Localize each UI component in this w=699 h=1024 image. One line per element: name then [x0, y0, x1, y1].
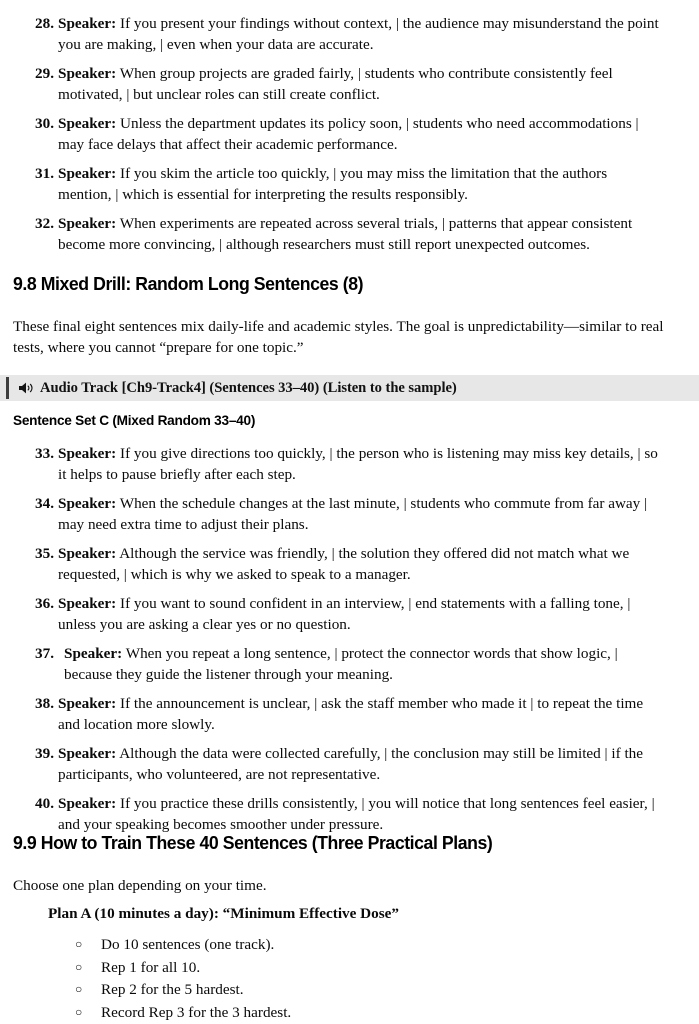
- circle-bullet-icon: ○: [75, 959, 83, 974]
- list-item-number: 34.: [35, 495, 54, 513]
- sentence-text: Unless the department updates its policy soon, | students who need accommodations | may face delays that affect their academic performance.: [58, 115, 639, 153]
- sentence-text: When experiments are repeated across several trials, | patterns that appear consistent become more convincing, | although researchers must still report unexpected outcomes.: [58, 215, 633, 253]
- sentence-text: Although the data were collected carefully, | the conclusion may still be limited | if the participants, who volunteered, are not representative.: [58, 745, 644, 783]
- list-item-number: 37.: [35, 645, 54, 663]
- speaker-label: Speaker:: [58, 545, 117, 563]
- section-heading-9-9: 9.9 How to Train These 40 Sentences (Three Practical Plans): [13, 832, 493, 853]
- speaker-label: Speaker:: [58, 695, 117, 713]
- list-item: [0, 644, 663, 685]
- list-item-number: 40.: [35, 795, 54, 813]
- audio-track-callout[interactable]: [0, 375, 699, 401]
- audio-track-label: Audio Track [Ch9-Track4] (Sentences 33–40) (Listen to the sample): [40, 379, 457, 396]
- list-item: [48, 960, 688, 975]
- sentence-list-33-40: [0, 444, 699, 844]
- speaker-label: Speaker:: [58, 15, 117, 32]
- speaker-volume-icon: [18, 381, 35, 395]
- sentence-text: If you present your findings without context, | the audience may misunderstand the point you are making, | even when your data are accurate.: [58, 15, 659, 53]
- list-item-number: 30.: [35, 115, 54, 133]
- list-item: [0, 164, 663, 205]
- speaker-label: Speaker:: [58, 445, 117, 462]
- callout-accent-bar: [6, 377, 9, 399]
- sentence-text: When the schedule changes at the last minute, | students who commute from far away | may need extra time to adjust their plans.: [58, 495, 648, 533]
- section-heading-9-8: 9.8 Mixed Drill: Random Long Sentences (8): [13, 273, 364, 294]
- sentence-text: If you give directions too quickly, | the person who is listening may miss key details, | so it helps to pause briefly after each step.: [58, 445, 658, 483]
- list-item-number: 32.: [35, 215, 54, 233]
- sentence-text: When you repeat a long sentence, | protect the connector words that show logic, | because they guide the listener through your meaning.: [64, 645, 618, 683]
- plan-step-text: Rep 1 for all 10.: [101, 958, 201, 976]
- list-item-number: 29.: [35, 65, 54, 83]
- list-item-number: 39.: [35, 745, 54, 763]
- speaker-label: Speaker:: [58, 795, 117, 813]
- list-item: [0, 64, 663, 105]
- speaker-label: Speaker:: [58, 495, 117, 513]
- sentence-text: If you want to sound confident in an interview, | end statements with a falling tone, | unless you are asking a clear yes or no question.: [58, 595, 631, 633]
- list-item-number: 28.: [35, 15, 54, 32]
- plan-step-text: Record Rep 3 for the 3 hardest.: [101, 1004, 292, 1022]
- speaker-label: Speaker:: [58, 65, 117, 83]
- list-item: [48, 982, 688, 997]
- list-item: [0, 544, 663, 585]
- list-item-number: 36.: [35, 595, 54, 613]
- list-item: [0, 494, 663, 535]
- list-item: [48, 1005, 688, 1020]
- sentence-text: If you skim the article too quickly, | you may miss the limitation that the authors mention, | which is essential for interpreting the results responsibly.: [58, 165, 608, 203]
- speaker-label: Speaker:: [64, 645, 123, 663]
- list-item-number: 35.: [35, 545, 54, 563]
- speaker-label: Speaker:: [58, 595, 117, 613]
- sentence-list-28-32: [0, 14, 699, 264]
- list-item: [0, 594, 663, 635]
- sentence-text: When group projects are graded fairly, | students who contribute consistently feel motivated, | but unclear roles can still create conflict.: [58, 65, 613, 103]
- speaker-label: Speaker:: [58, 165, 117, 183]
- plan-step-text: Rep 2 for the 5 hardest.: [101, 981, 244, 999]
- list-item: [0, 14, 663, 55]
- list-item: [0, 744, 663, 785]
- sentence-text: If you practice these drills consistently, | you will notice that long sentences feel easier, | and your speaking becomes smoother under pressure.: [58, 795, 655, 833]
- plan-a-block: [48, 905, 688, 1024]
- sentence-set-heading: Sentence Set C (Mixed Random 33–40): [13, 413, 256, 429]
- circle-bullet-icon: ○: [75, 937, 83, 951]
- section-intro-9-8: These final eight sentences mix daily-life and academic styles. The goal is unpredictability—similar to real tests, where you cannot “prepare for one topic.”: [13, 318, 664, 356]
- section-intro-9-9: Choose one plan depending on your time.: [13, 877, 267, 894]
- plan-a-title: Plan A (10 minutes a day): “Minimum Effective Dose”: [48, 905, 399, 922]
- plan-step-text: Do 10 sentences (one track).: [101, 936, 275, 953]
- list-item-number: 38.: [35, 695, 54, 713]
- list-item: [0, 694, 663, 735]
- list-item: [48, 937, 688, 952]
- list-item: [0, 114, 663, 155]
- list-item-number: 33.: [35, 445, 54, 462]
- list-item: [0, 794, 663, 835]
- sentence-text: Although the service was friendly, | the solution they offered did not match what we requested, | which is why we asked to speak to a manager.: [58, 545, 630, 583]
- list-item: [0, 214, 663, 255]
- list-item: [0, 444, 663, 485]
- list-item-number: 31.: [35, 165, 54, 183]
- plan-a-steps: [48, 937, 688, 1020]
- circle-bullet-icon: ○: [75, 1005, 83, 1020]
- speaker-label: Speaker:: [58, 115, 117, 133]
- sentence-text: If the announcement is unclear, | ask the staff member who made it | to repeat the time and location more slowly.: [58, 695, 644, 733]
- speaker-label: Speaker:: [58, 745, 117, 763]
- circle-bullet-icon: ○: [75, 982, 83, 997]
- speaker-label: Speaker:: [58, 215, 117, 233]
